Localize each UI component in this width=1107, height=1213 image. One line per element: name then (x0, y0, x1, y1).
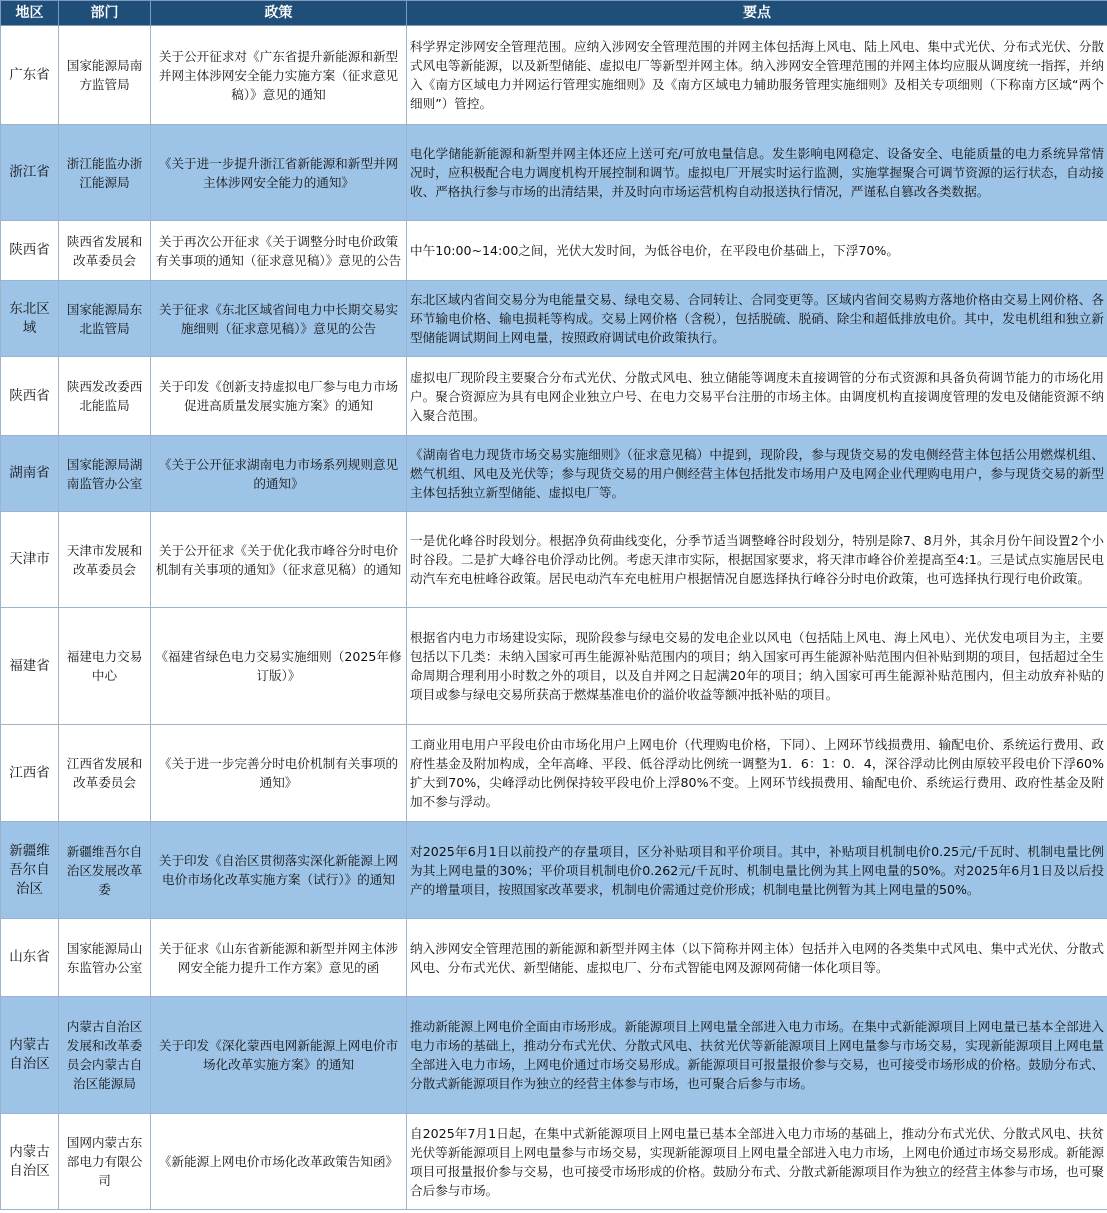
table-row (1, 725, 1107, 822)
region-cell: 陕西省 (1, 221, 59, 281)
department-cell: 福建电力交易中心 (59, 608, 151, 725)
policy-cell: 《关于公开征求湖南电力市场系列规则意见的通知》 (151, 436, 407, 512)
points-cell: 推动新能源上网电价全面由市场形成。新能源项目上网电量全部进入电力市场。在集中式新能源项目上网电量已基本全部进入电力市场的基础上，推动分布式光伏、分散式风电、扶贫光伏等新能源项目上网电量参与市场交易，实现新能源项目上网电量全部进入电力市场，上网电价通过市场交易形成。新能源项目可报量报价参与交易，也可接受市场形成的价格。鼓励分布式、分散式新能源项目作为独立的经营主体参与市场，也可聚合后参与市场。 (407, 997, 1107, 1114)
points-cell: 纳入涉网安全管理范围的新能源和新型并网主体（以下简称并网主体）包括并入电网的各类集中式风电、集中式光伏、分散式风电、分布式光伏、新型储能、虚拟电厂、分布式智能电网及源网荷储一体化项目等。 (407, 919, 1107, 997)
policy-cell: 关于再次公开征求《关于调整分时电价政策有关事项的通知（征求意见稿）》意见的公告 (151, 221, 407, 281)
policy-cell: 《福建省绿色电力交易实施细则（2025年修订版）》 (151, 608, 407, 725)
department-cell: 国家能源局山东监管办公室 (59, 919, 151, 997)
department-cell: 国网内蒙古东部电力有限公司 (59, 1114, 151, 1210)
policy-cell: 关于公开征求对《广东省提升新能源和新型并网主体涉网安全能力实施方案（征求意见稿）》意见的通知 (151, 26, 407, 125)
policy-cell: 关于征求《东北区域省间电力中长期交易实施细则（征求意见稿）》意见的公告 (151, 281, 407, 357)
department-cell: 天津市发展和改革委员会 (59, 512, 151, 608)
region-cell: 内蒙古自治区 (1, 1114, 59, 1210)
table-row (1, 608, 1107, 725)
region-cell: 东北区域 (1, 281, 59, 357)
points-cell: 中午10:00~14:00之间，光伏大发时间，为低谷电价，在平段电价基础上，下浮70%。 (407, 221, 1107, 281)
department-cell: 陕西省发展和改革委员会 (59, 221, 151, 281)
table-row (1, 281, 1107, 357)
table-row (1, 125, 1107, 221)
table-row (1, 822, 1107, 919)
policy-cell: 关于印发《创新支持虚拟电厂参与电力市场促进高质量发展实施方案》的通知 (151, 357, 407, 436)
header-policy: 政策 (151, 1, 407, 26)
header-dept: 部门 (59, 1, 151, 26)
region-cell: 新疆维吾尔自治区 (1, 822, 59, 919)
department-cell: 新疆维吾尔自治区发展改革委 (59, 822, 151, 919)
department-cell: 国家能源局东北监管局 (59, 281, 151, 357)
points-cell: 自2025年7月1日起，在集中式新能源项目上网电量已基本全部进入电力市场的基础上，推动分布式光伏、分散式风电、扶贫光伏等新能源项目上网电量参与市场交易，实现新能源项目上网电量全部进入电力市场，上网电价通过市场交易形成。新能源项目可报量报价参与交易，也可接受市场形成的价格。鼓励分布式、分散式新能源项目作为独立的经营主体参与市场，也可聚合后参与市场。 (407, 1114, 1107, 1210)
header-row (1, 1, 1107, 26)
points-cell: 对2025年6月1日以前投产的存量项目，区分补贴项目和平价项目。其中，补贴项目机制电价0.25元/千瓦时、机制电量比例为其上网电量的30%；平价项目机制电价0.262元/千瓦时、机制电量比例为其上网电量的50%。对2025年6月1日及以后投产的增量项目，按照国家改革要求，机制电价需通过竞价形成；机制电量比例暂为其上网电量的50%。 (407, 822, 1107, 919)
header-region: 地区 (1, 1, 59, 26)
points-cell: 根据省内电力市场建设实际，现阶段参与绿电交易的发电企业以风电（包括陆上风电、海上风电）、光伏发电项目为主，主要包括以下几类：未纳入国家可再生能源补贴范围内的项目；纳入国家可再生能源补贴范围内但补贴到期的项目，包括超过全生命周期合理利用小时数之外的项目，以及自并网之日起满20年的项目；纳入国家可再生能源补贴范围内，但主动放弃补贴的项目或参与绿电交易所获高于燃煤基准电价的溢价收益等额冲抵补贴的项目。 (407, 608, 1107, 725)
table-row (1, 436, 1107, 512)
points-cell: 科学界定涉网安全管理范围。应纳入涉网安全管理范围的并网主体包括海上风电、陆上风电、集中式光伏、分布式光伏、分散式风电等新能源，以及新型储能、虚拟电厂等新型并网主体。纳入涉网安全管理范围的并网主体均应服从调度统一指挥，并纳入《南方区域电力并网运行管理实施细则》及《南方区域电力辅助服务管理实施细则》及相关专项细则（下称南方区域“两个细则”）管控。 (407, 26, 1107, 125)
policy-cell: 《新能源上网电价市场化改革政策告知函》 (151, 1114, 407, 1210)
policy-cell: 关于印发《深化蒙西电网新能源上网电价市场化改革实施方案》的通知 (151, 997, 407, 1114)
policy-cell: 关于印发《自治区贯彻落实深化新能源上网电价市场化改革实施方案（试行）》的通知 (151, 822, 407, 919)
table-row (1, 26, 1107, 125)
region-cell: 山东省 (1, 919, 59, 997)
policy-cell: 关于公开征求《关于优化我市峰谷分时电价机制有关事项的通知》（征求意见稿）的通知 (151, 512, 407, 608)
region-cell: 江西省 (1, 725, 59, 822)
department-cell: 浙江能监办浙江能源局 (59, 125, 151, 221)
table-row (1, 997, 1107, 1114)
region-cell: 内蒙古自治区 (1, 997, 59, 1114)
points-cell: 虚拟电厂现阶段主要聚合分布式光伏、分散式风电、独立储能等调度未直接调管的分布式资源和具备负荷调节能力的市场化用户。聚合资源应为具有电网企业独立户号、在电力交易平台注册的市场主体。由调度机构直接调度管理的发电及储能资源不纳入聚合范围。 (407, 357, 1107, 436)
department-cell: 国家能源局湖南监管办公室 (59, 436, 151, 512)
points-cell: 工商业用电用户平段电价由市场化用户上网电价（代理购电价格，下同）、上网环节线损费用、输配电价、系统运行费用、政府性基金及附加构成，全年高峰、平段、低谷浮动比例统一调整为1．6：1：0．4，深谷浮动比例由原较平段电价下浮60%扩大到70%，尖峰浮动比例保持较平段电价上浮80%不变。上网环节线损费用、输配电价、系统运行费用、政府性基金及附加不参与浮动。 (407, 725, 1107, 822)
region-cell: 天津市 (1, 512, 59, 608)
table-row (1, 221, 1107, 281)
table-row (1, 1114, 1107, 1210)
region-cell: 湖南省 (1, 436, 59, 512)
region-cell: 浙江省 (1, 125, 59, 221)
policy-cell: 《关于进一步完善分时电价机制有关事项的通知》 (151, 725, 407, 822)
region-cell: 福建省 (1, 608, 59, 725)
table-row (1, 919, 1107, 997)
policy-cell: 关于征求《山东省新能源和新型并网主体涉网安全能力提升工作方案》意见的函 (151, 919, 407, 997)
region-cell: 陕西省 (1, 357, 59, 436)
policy-cell: 《关于进一步提升浙江省新能源和新型并网主体涉网安全能力的通知》 (151, 125, 407, 221)
header-points: 要点 (407, 1, 1107, 26)
points-cell: 一是优化峰谷时段划分。根据净负荷曲线变化，分季节适当调整峰谷时段划分，特别是除7、8月外，其余月份午间设置2个小时谷段。二是扩大峰谷电价浮动比例。考虑天津市实际，根据国家要求，将天津市峰谷价差提高至4:1。三是试点实施居民电动汽车充电桩峰谷政策。居民电动汽车充电桩用户根据情况自愿选择执行峰谷分时电价政策，也可选择执行现行电价政策。 (407, 512, 1107, 608)
department-cell: 陕西发改委西北能监局 (59, 357, 151, 436)
points-cell: 电化学储能新能源和新型并网主体还应上送可充/可放电量信息。发生影响电网稳定、设备安全、电能质量的电力系统异常情况时，应积极配合电力调度机构开展控制和调节。虚拟电厂开展实时运行监测，实施掌握聚合可调节资源的运行状态，自动接收、严格执行参与市场的出清结果，并及时向市场运营机构自动报送执行情况，严谨私自篡改各类数据。 (407, 125, 1107, 221)
department-cell: 江西省发展和改革委员会 (59, 725, 151, 822)
points-cell: 《湖南省电力现货市场交易实施细则》（征求意见稿）中提到，现阶段，参与现货交易的发电侧经营主体包括公用燃煤机组、燃气机组、风电及光伏等；参与现货交易的用户侧经营主体包括批发市场用户及电网企业代理购电用户，参与现货交易的新型主体包括独立新型储能、虚拟电厂等。 (407, 436, 1107, 512)
points-cell: 东北区域内省间交易分为电能量交易、绿电交易、合同转让、合同变更等。区域内省间交易购方落地价格由交易上网价格、各环节输电价格、输电损耗等构成。交易上网价格（含税），包括脱硫、脱硝、除尘和超低排放电价。其中，发电机组和独立新型储能调试期间上网电量，按照政府调试电价政策执行。 (407, 281, 1107, 357)
table-row (1, 357, 1107, 436)
department-cell: 国家能源局南方监管局 (59, 26, 151, 125)
table-row (1, 512, 1107, 608)
region-cell: 广东省 (1, 26, 59, 125)
department-cell: 内蒙古自治区发展和改革委员会内蒙古自治区能源局 (59, 997, 151, 1114)
